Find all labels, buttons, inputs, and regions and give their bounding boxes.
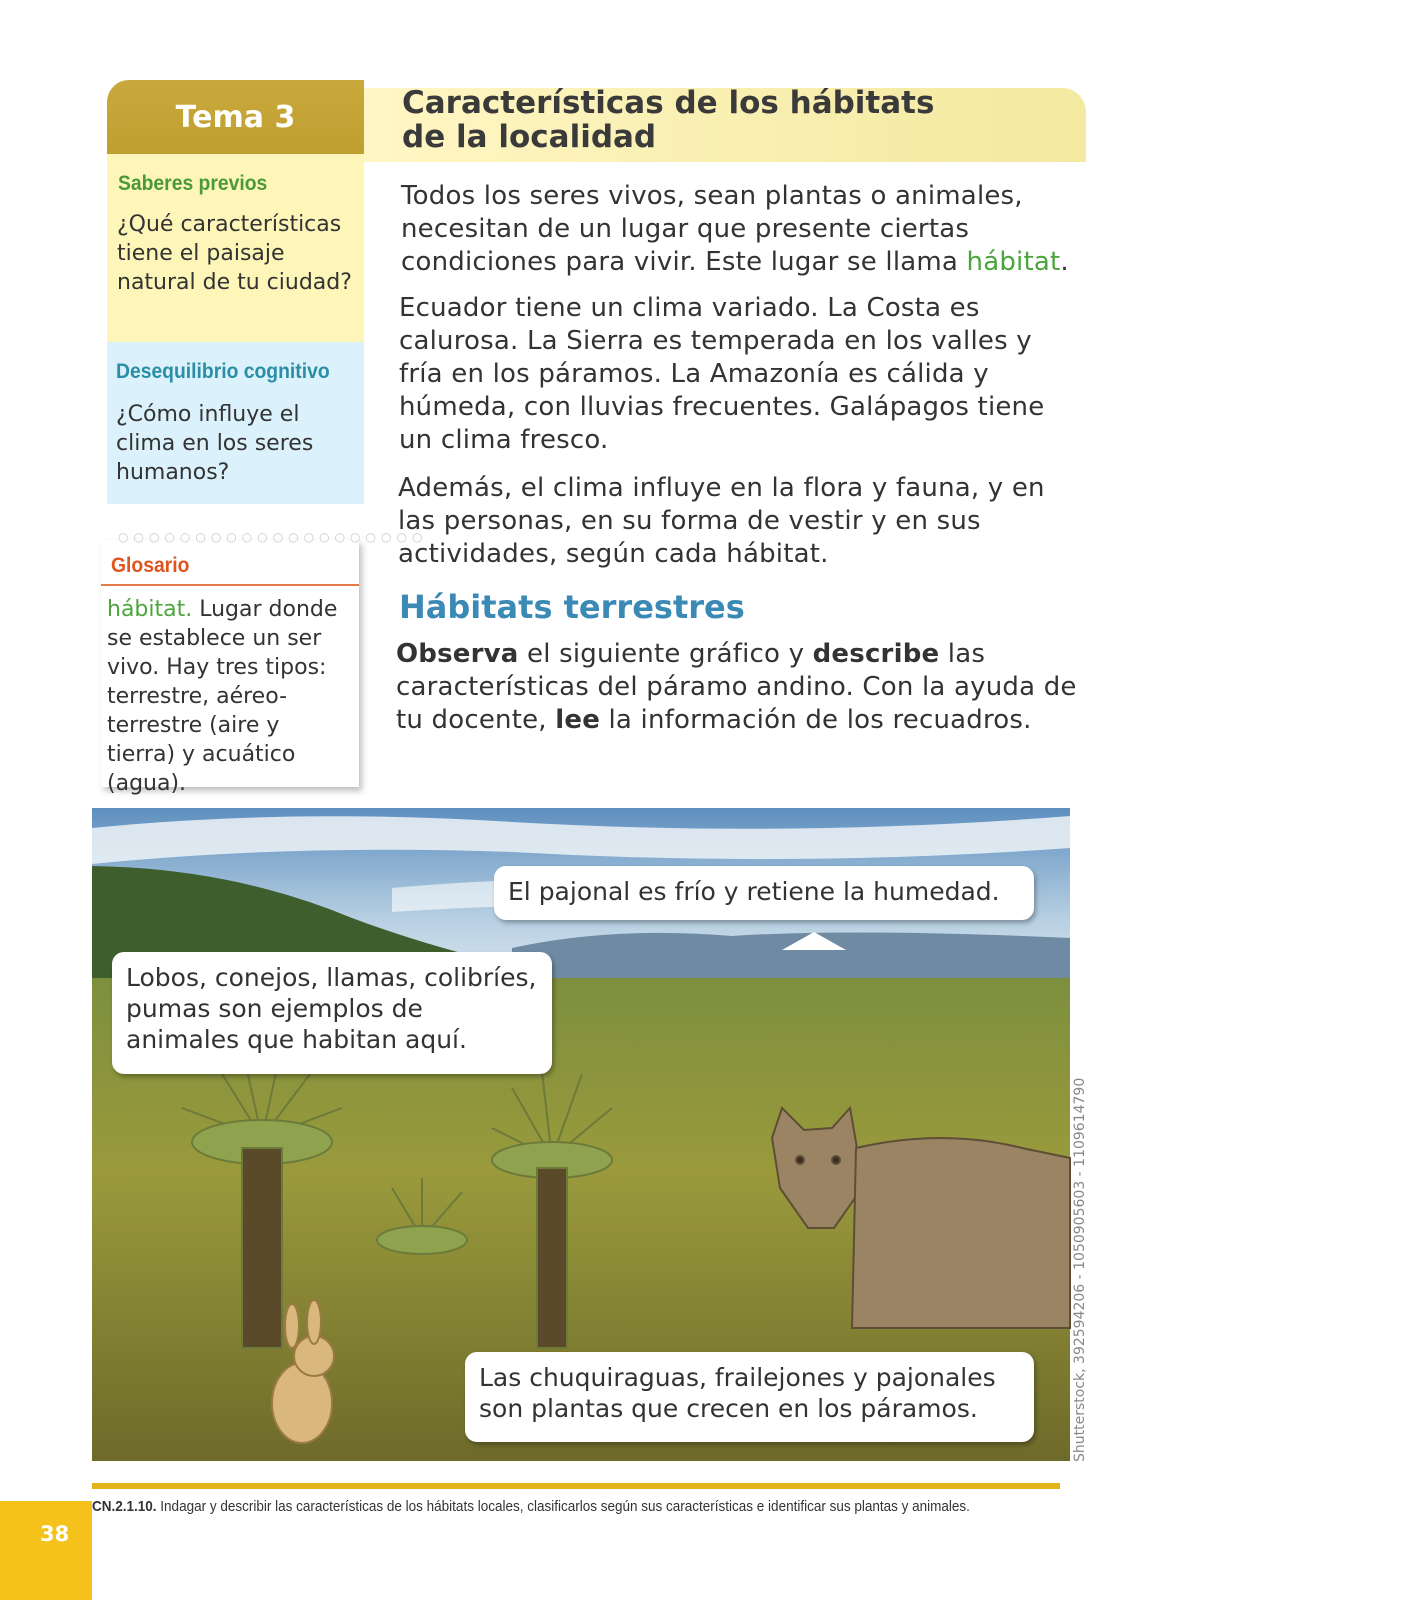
footer-divider [92,1483,1060,1489]
desequilibrio-heading: Desequilibrio cognitivo [116,360,330,383]
paragraph-instrucciones [396,638,1086,737]
tema-label: Tema 3 [107,80,364,154]
verb-observa: Observa [396,639,519,669]
spiral-rings-decoration: ○○○○○○○○○○○○○○○○○○○○ [118,530,428,544]
paragraph-habitat [401,180,1081,279]
curriculum-standard [92,1498,983,1515]
standard-code: CN.2.1.10. [92,1498,157,1515]
page-title-line1: Características de los hábitats [402,85,935,121]
instr-part3: la información de los recuadros. [600,705,1032,735]
saberes-previos-question: ¿Qué características tiene el paisaje natural de tu ciudad? [117,212,352,295]
glosario-definition: Lugar donde se establece un ser vivo. Hay tres tipos: terrestre, aéreo-terrestre (aire y tierra) y acuático (agua). [107,597,338,796]
callout-pajonal: El pajonal es frío y retiene la humedad. [494,866,1034,920]
page-title-line2: de la localidad [402,119,657,155]
paragraph-habitat-text: Todos los seres vivos, sean plantas o animales, necesitan de un lugar que presente ciertas condiciones para vivir. Este lugar se llama [401,181,1023,277]
callout-plantas: Las chuquiraguas, frailejones y pajonales son plantas que crecen en los páramos. [465,1352,1034,1442]
paragraph-influencia: Además, el clima influye en la flora y fauna, y en las personas, en su forma de vestir y en sus actividades, según cada hábitat. [398,473,1045,569]
saberes-previos-heading: Saberes previos [118,172,268,195]
keyword-habitat: hábitat [966,247,1061,277]
verb-describe: describe [812,639,940,669]
page-number-tab [0,1501,92,1600]
glosario-heading: Glosario [111,554,190,577]
page-title [402,86,1042,154]
glosario-divider [101,584,359,586]
page-number: 38 [40,1522,70,1546]
standard-description: Indagar y describir las características de los hábitats locales, clasificarlos según sus características e identificar sus plantas y animales. [156,1498,970,1515]
paragraph-clima: Ecuador tiene un clima variado. La Costa es calurosa. La Sierra es temperada en los valles y fría en los páramos. La Amazonía es cálida y húmeda, con lluvias frecuentes. Galápagos tiene un clima fresco. [399,293,1045,455]
callout-animales: Lobos, conejos, llamas, colibríes, pumas son ejemplos de animales que habitan aquí. [112,952,552,1074]
verb-lee: lee [555,705,601,735]
glosario-entry [107,595,352,798]
desequilibrio-question: ¿Cómo influye el clima en los seres humanos? [116,402,314,485]
photo-credit: Shutterstock, 392594206 - 1050905603 - 1109614790 [1072,1077,1088,1462]
instr-part2: las características del páramo andino. Con la ayuda de tu docente, [396,639,1077,735]
instr-part1: el siguiente gráfico y [518,639,813,669]
paragraph-habitat-end: . [1060,247,1069,277]
glosario-term: hábitat. [107,597,193,622]
section-heading: Hábitats terrestres [399,588,745,626]
